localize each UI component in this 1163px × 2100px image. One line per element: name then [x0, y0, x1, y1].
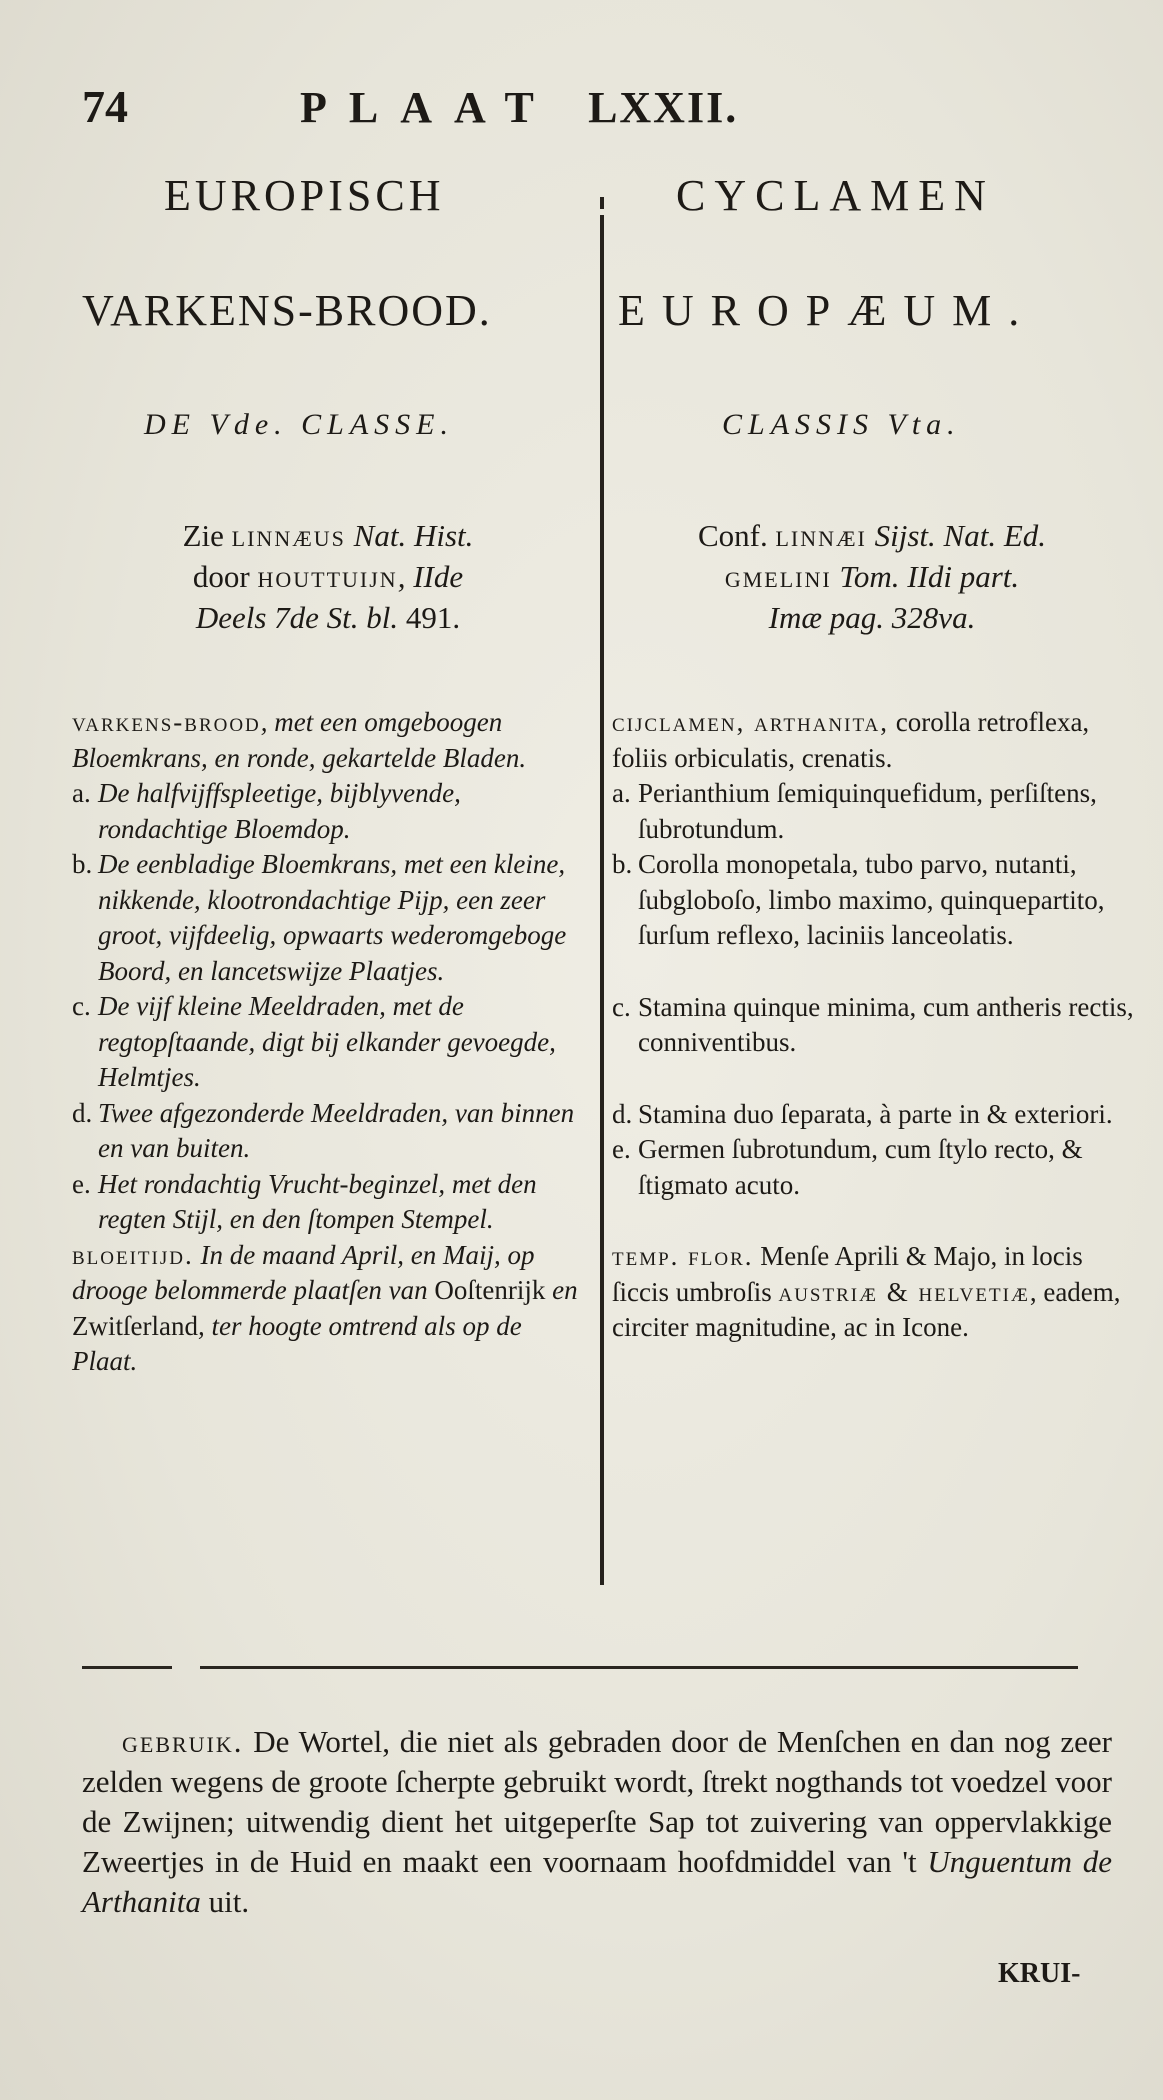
list-item	[612, 847, 1137, 954]
usage-text: uit.	[200, 1884, 250, 1919]
plate-number: LXXII.	[588, 83, 739, 132]
ref-text: door	[192, 559, 258, 594]
ref-text: Zie	[182, 518, 232, 553]
item-text: Stamina quinque minima, cum antheris rectis, conniventibus.	[638, 991, 1134, 1057]
ref-author: linnæi	[775, 518, 867, 553]
item-label: e.	[612, 1134, 631, 1164]
list-item	[72, 847, 587, 989]
item-label: a.	[612, 778, 631, 808]
list-item	[72, 1096, 587, 1167]
ref-author: linnæus	[231, 518, 346, 553]
usage-note	[82, 1722, 1112, 1922]
place-name: austriæ & helvetiæ	[778, 1276, 1030, 1307]
species-diagnosis: corolla retroflexa, foliis orbiculatis, crenatis.	[612, 707, 1090, 773]
ref-volume: , IIde	[397, 559, 464, 594]
ref-page: 491.	[398, 600, 461, 635]
item-text: Germen ſubrotundum, cum ſtylo recto, & ſtigmato acuto.	[638, 1134, 1083, 1200]
running-title	[300, 82, 738, 133]
item-text: Het rondachtig Vrucht-beginzel, met den regten Stijl, en den ſtompen Stempel.	[98, 1168, 537, 1234]
list-item	[72, 776, 587, 847]
ref-author: houttuijn	[257, 559, 398, 594]
item-label: c.	[72, 991, 91, 1021]
latin-flowering	[612, 1239, 1137, 1346]
item-text: Corolla monopetala, tubo parvo, nutanti, ſubgloboſo, limbo maximo, quinquepartito, ſurſum reflexo, laciniis lanceolatis.	[638, 849, 1105, 950]
ref-work: Sijst. Nat. Ed.	[866, 518, 1047, 553]
ref-work: Nat. Hist.	[345, 518, 474, 553]
ref-part: Deels 7de St. bl.	[195, 600, 399, 635]
ref-volume: Tom. IIdi part.	[831, 559, 1020, 594]
item-text: De vijf kleine Meeldraden, met de regtopſtaande, digt bij elkander gevoegde, Helmtjes.	[98, 991, 556, 1092]
dutch-intro	[72, 705, 587, 776]
column-divider-tick	[600, 197, 604, 209]
usage-label: gebruik.	[122, 1724, 244, 1759]
flowering-text: , eadem, circiter magnitudine, ac in Icone.	[612, 1276, 1121, 1342]
running-title-word: PLAAT	[300, 83, 556, 132]
species-name: cijclamen, arthanita,	[612, 707, 890, 737]
footer-rule-long	[200, 1666, 1078, 1669]
usage-text: De Wortel, die niet als gebraden door de Menſchen en dan nog zeer zelden wegens de groote ſcherpte gebruikt wordt, ſtrekt nogthands tot voedzel voor de Zwijnen; uitwendig dient het uitgeperſte Sap tot zuivering van oppervlakkige Zweertjes in de Huid en maakt een voornaam hoofdmiddel van 't	[82, 1724, 1112, 1879]
list-item	[612, 990, 1137, 1061]
list-item	[72, 1167, 587, 1238]
place-name: Ooſtenrijk	[434, 1275, 546, 1305]
dutch-classe: DE Vde. CLASSE.	[144, 408, 454, 441]
item-label: d.	[612, 1098, 633, 1129]
dutch-description	[72, 705, 587, 1380]
usage-remedy: Unguentum de Arthanita	[82, 1844, 1112, 1919]
list-item	[72, 989, 587, 1096]
latin-title-line1: CYCLAMEN	[676, 171, 995, 220]
item-label: e.	[72, 1168, 91, 1199]
flowering-label: bloeitijd.	[72, 1239, 194, 1270]
item-label: c.	[612, 991, 631, 1022]
item-label: d.	[72, 1097, 93, 1128]
species-diagnosis: , met een omgeboogen Bloemkrans, en ronde, gekartelde Bladen.	[72, 707, 527, 773]
latin-classis: CLASSIS Vta.	[722, 408, 961, 441]
footer-rule-short	[82, 1666, 172, 1669]
ref-editor: gmelini	[724, 559, 832, 594]
dutch-reference	[72, 515, 584, 638]
latin-reference	[612, 515, 1132, 638]
catchword: KRUI-	[998, 1958, 1081, 1989]
item-label: a.	[72, 778, 91, 808]
flowering-text: , ter hoogte omtrend als op de Plaat.	[72, 1310, 522, 1376]
latin-intro	[612, 705, 1137, 776]
ref-page: Imæ pag. 328va.	[768, 600, 976, 635]
list-item	[612, 1132, 1137, 1203]
item-label: b.	[72, 849, 93, 879]
flowering-label: temp. flor.	[612, 1241, 754, 1271]
ref-text: Conf.	[697, 518, 776, 553]
flowering-text: In de maand April, en Maij, op drooge belommerde plaatſen van	[72, 1239, 535, 1305]
dutch-flowering	[72, 1238, 587, 1380]
species-name: varkens-brood	[72, 707, 261, 737]
list-item	[612, 776, 1137, 847]
place-name: Zwitſerland	[72, 1310, 198, 1341]
latin-title-line2: EUROPÆUM.	[618, 286, 1037, 335]
latin-description	[612, 705, 1137, 1346]
flowering-text: en	[545, 1275, 578, 1305]
column-divider	[600, 215, 604, 1585]
list-item	[612, 1097, 1137, 1133]
dutch-title-line1: EUROPISCH	[164, 171, 445, 220]
item-text: Twee afgezonderde Meeldraden, van binnen en van buiten.	[98, 1097, 575, 1163]
dutch-title-line2: VARKENS-BROOD.	[82, 286, 492, 335]
item-text: De eenbladige Bloemkrans, met een kleine, nikkende, klootrondachtige Pijp, een zeer groot, vijfdeelig, opwaarts wederomgeboge Boord, en lancetswijze Plaatjes.	[98, 849, 567, 986]
item-text: De halfvijffspleetige, bijblyvende, rondachtige Bloemdop.	[98, 778, 461, 844]
item-label: b.	[612, 849, 633, 879]
item-text: Perianthium ſemiquinquefidum, perſiſtens, ſubrotundum.	[638, 778, 1097, 844]
page-number: 74	[82, 81, 128, 132]
flowering-text: Menſe Aprili & Majo, in locis ſiccis umbroſis	[612, 1241, 1083, 1307]
item-text: Stamina duo ſeparata, à parte in & exteriori.	[638, 1098, 1113, 1129]
